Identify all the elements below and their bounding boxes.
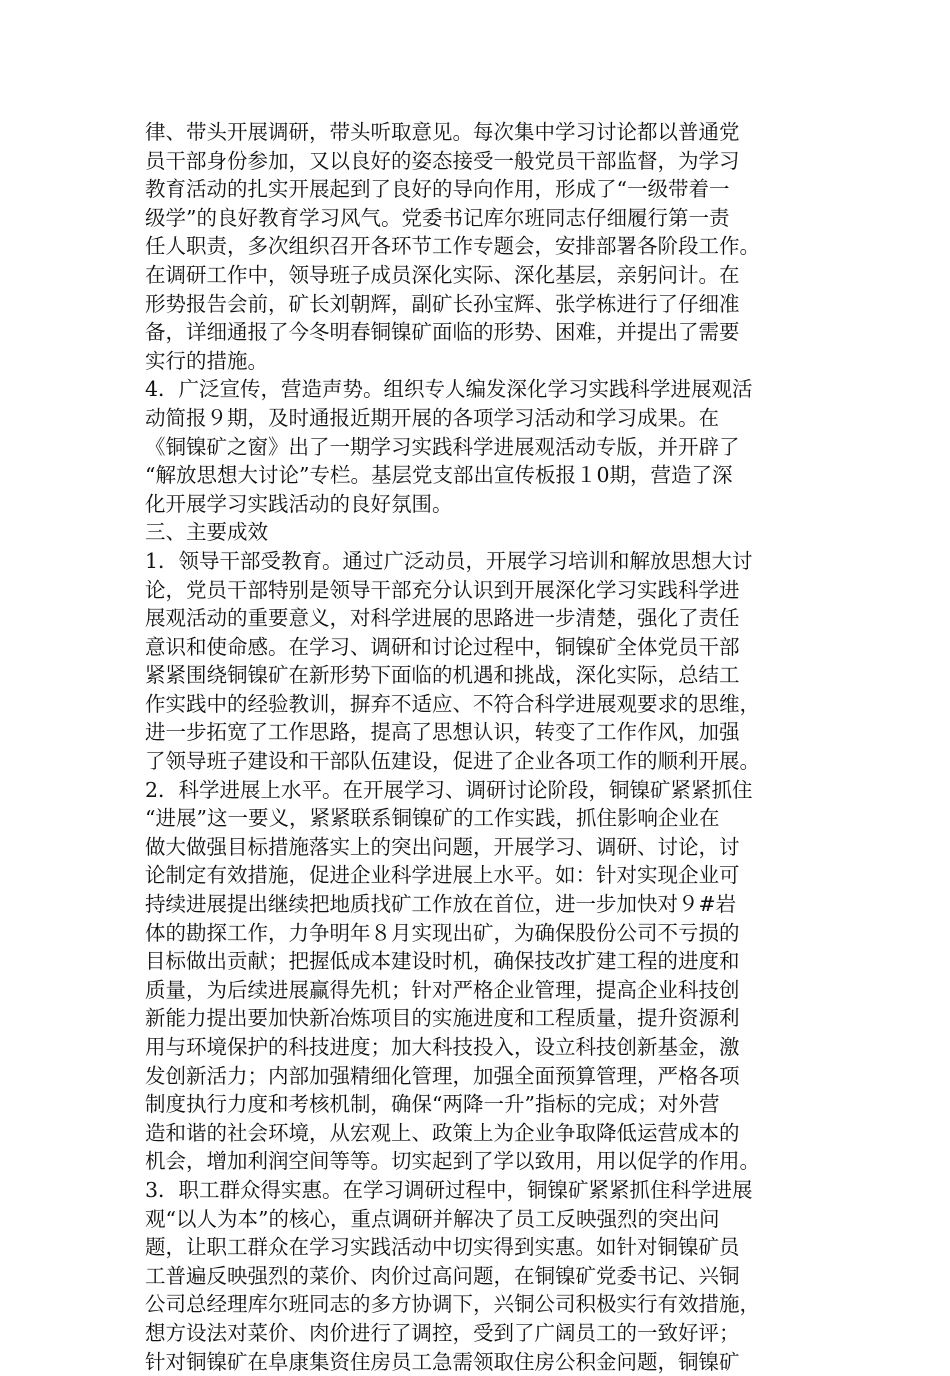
text-line: “解放思想大讨论”专栏。基层党支部出宣传板报１0期，营造了深 — [145, 463, 733, 488]
text-line: 持续进展提出继续把地质找矿工作放在首位，进一步加快对９#岩 — [145, 892, 737, 917]
text-line: 实行的措施。 — [145, 348, 268, 373]
text-line: 2．科学进展上水平。在开展学习、调研讨论阶段，铜镍矿紧紧抓住 — [145, 777, 753, 802]
text-line: 展观活动的重要意义，对科学进展的思路进一步清楚，强化了责任 — [145, 606, 740, 631]
text-line: 用与环境保护的科技进度；加大科技投入，设立科技创新基金，激 — [145, 1035, 740, 1059]
text-line: 《铜镍矿之窗》出了一期学习实践科学进展观活动专版，并开辟了 — [145, 434, 740, 459]
text-line: 公司总经理库尔班同志的多方协调下，兴铜公司积极实行有效措施， — [145, 1292, 760, 1317]
text-line: 三、主要成效 — [145, 520, 268, 545]
text-line: “进展”这一要义，紧紧联系铜镍矿的工作实践，抓住影响企业在 — [145, 806, 720, 831]
text-line: 级学”的良好教育学习风气。党委书记库尔班同志仔细履行第一责 — [145, 205, 730, 230]
text-line: 机会，增加利润空间等等。切实起到了学以致用，用以促学的作用。 — [145, 1149, 760, 1174]
text-line: 造和谐的社会环境，从宏观上、政策上为企业争取降低运营成本的 — [145, 1120, 740, 1145]
text-line: 了领导班子建设和干部队伍建设，促进了企业各项工作的顺利开展。 — [145, 749, 760, 774]
text-line: 工普遍反映强烈的菜价、肉价过高问题，在铜镍矿党委书记、兴铜 — [145, 1263, 740, 1288]
text-line: 制度执行力度和考核机制，确保“两降一升”指标的完成；对外营 — [145, 1092, 720, 1117]
text-line: 题，让职工群众在学习实践活动中切实得到实惠。如针对铜镍矿员 — [145, 1235, 740, 1260]
text-line: 新能力提出要加快新冶炼项目的实施进度和工程质量，提升资源利 — [145, 1006, 740, 1031]
text-line: 动简报９期，及时通报近期开展的各项学习活动和学习成果。在 — [145, 405, 719, 430]
text-line: 3．职工群众得实惠。在学习调研过程中，铜镍矿紧紧抓住科学进展 — [145, 1177, 753, 1202]
text-line: 任人职责，多次组织召开各环节工作专题会，安排部署各阶段工作。 — [145, 234, 760, 259]
text-line: 教育活动的扎实开展起到了良好的导向作用，形成了“一级带着一 — [145, 177, 730, 202]
text-line: 作实践中的经验教训，摒弃不适应、不符合科学进展观要求的思维， — [145, 691, 760, 716]
text-line: 紧紧围绕铜镍矿在新形势下面临的机遇和挑战，深化实际，总结工 — [145, 663, 740, 688]
text-line: 针对铜镍矿在阜康集资住房员工急需领取住房公积金问题，铜镍矿 — [145, 1349, 740, 1374]
text-line: 论，党员干部特别是领导干部充分认识到开展深化学习实践科学进 — [145, 577, 740, 602]
text-line: 做大做强目标措施落实上的突出问题，开展学习、调研、讨论，讨 — [145, 834, 740, 859]
text-line: 质量，为后续进展赢得先机；针对严格企业管理，提高企业科技创 — [145, 977, 740, 1002]
text-line: 体的勘探工作，力争明年８月实现出矿，为确保股份公司不亏损的 — [145, 920, 740, 945]
text-line: 在调研工作中，领导班子成员深化实际、深化基层，亲躬问计。在 — [145, 262, 740, 287]
text-line: 论制定有效措施，促进企业科学进展上水平。如：针对实现企业可 — [145, 863, 740, 888]
text-line: 员干部身份参加，又以良好的姿态接受一般党员干部监督，为学习 — [145, 148, 740, 173]
text-line: 发创新活力；内部加强精细化管理，加强全面预算管理，严格各项 — [145, 1063, 740, 1088]
text-line: 律、带头开展调研，带头听取意见。每次集中学习讨论都以普通党 — [145, 120, 740, 144]
text-line: 化开展学习实践活动的良好氛围。 — [145, 491, 453, 516]
text-line: 目标做出贡献；把握低成本建设时机，确保技改扩建工程的进度和 — [145, 949, 740, 974]
document-body-text — [145, 118, 825, 1376]
text-line: 形势报告会前，矿长刘朝辉，副矿长孙宝辉、张学栋进行了仔细准 — [145, 291, 740, 316]
text-line: 意识和使命感。在学习、调研和讨论过程中，铜镍矿全体党员干部 — [145, 634, 740, 659]
text-line: 观“以人为本”的核心，重点调研并解决了员工反映强烈的突出问 — [145, 1206, 720, 1231]
text-line: 4．广泛宣传，营造声势。组织专人编发深化学习实践科学进展观活 — [145, 377, 753, 402]
text-line: 进一步拓宽了工作思路，提高了思想认识，转变了工作作风，加强 — [145, 720, 740, 745]
text-line: 1．领导干部受教育。通过广泛动员，开展学习培训和解放思想大讨 — [145, 548, 753, 573]
text-line: 想方设法对菜价、肉价进行了调控，受到了广阔员工的一致好评； — [145, 1320, 740, 1345]
text-line: 备，详细通报了今冬明春铜镍矿面临的形势、困难，并提出了需要 — [145, 320, 740, 345]
